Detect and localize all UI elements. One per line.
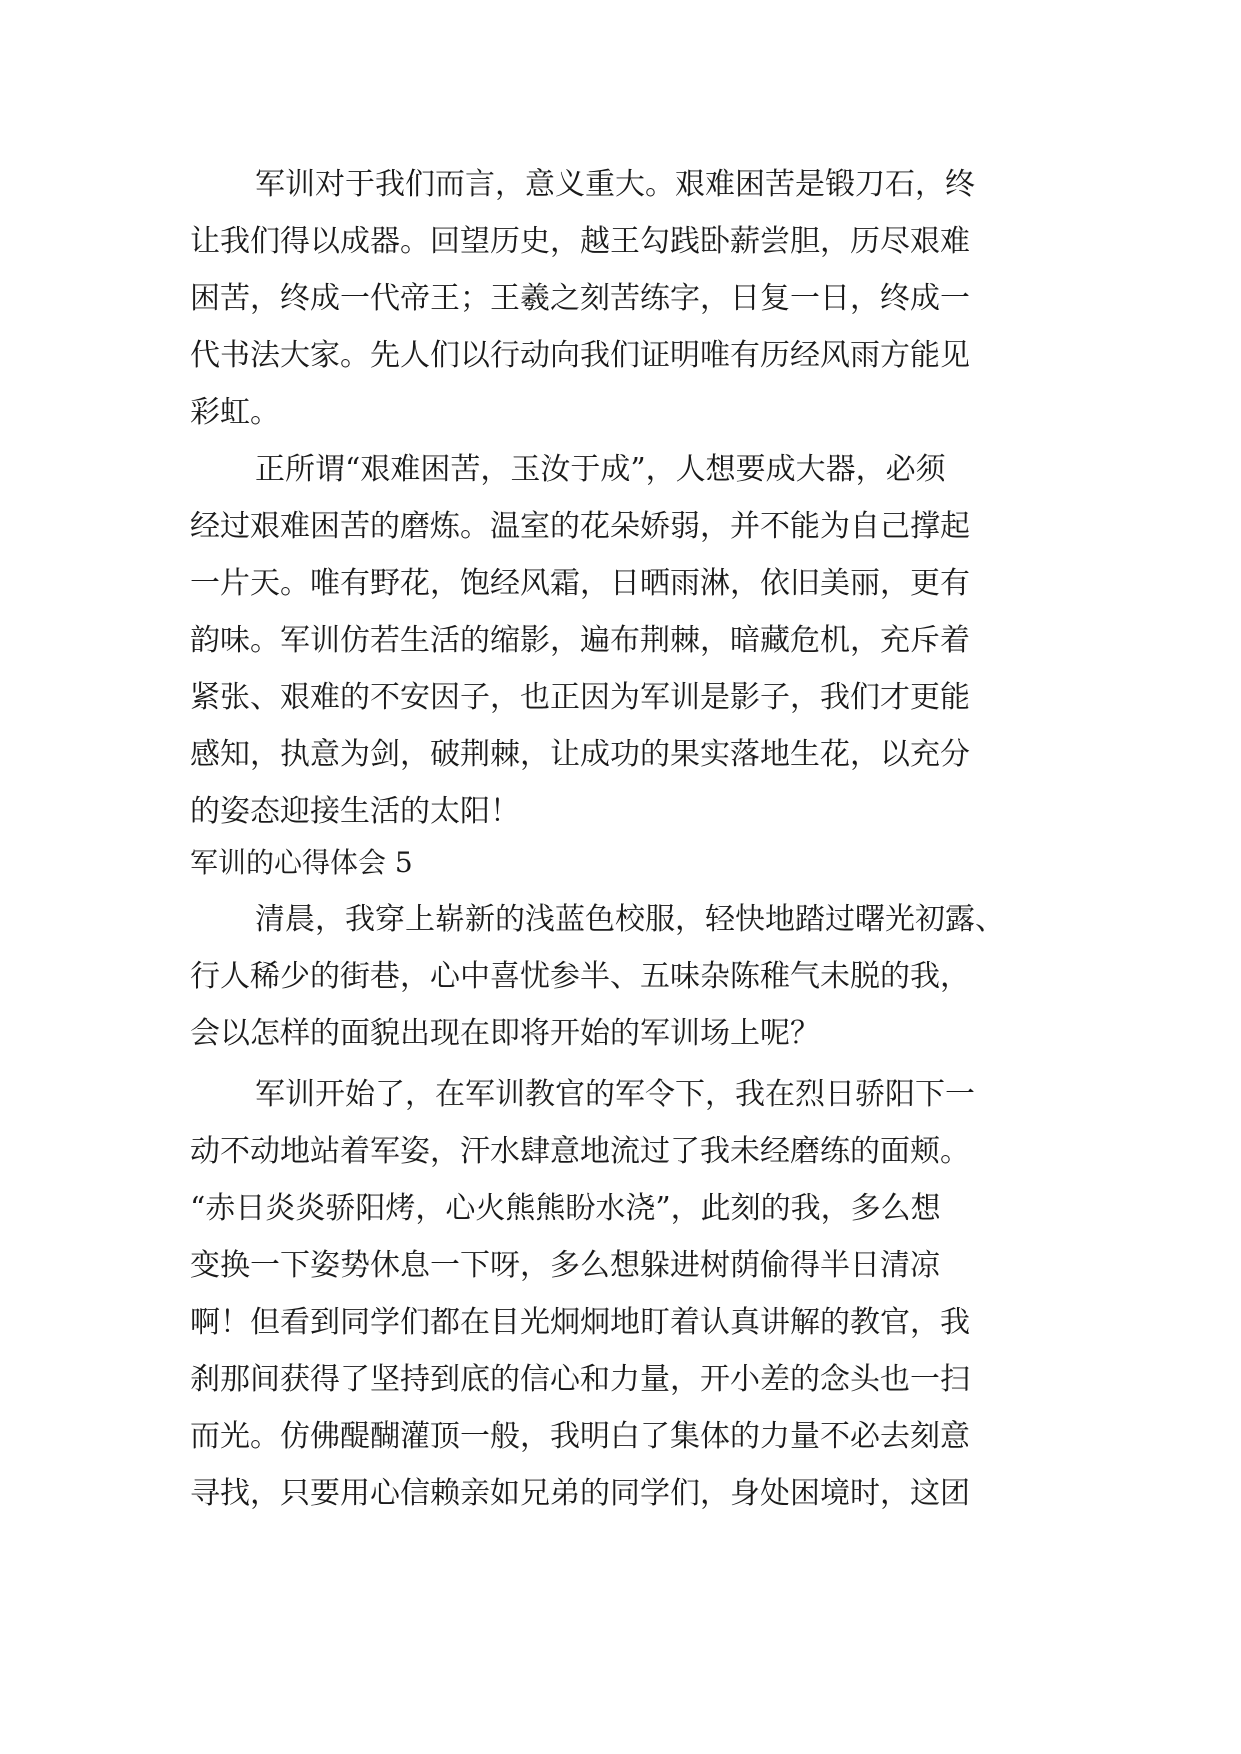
text-line: 啊！但看到同学们都在目光炯炯地盯着认真讲解的教官，我 (190, 1305, 970, 1340)
text-line: 会以怎样的面貌出现在即将开始的军训场上呢？ (190, 1016, 820, 1051)
text-line: 感知，执意为剑，破荆棘，让成功的果实落地生花，以充分 (190, 737, 970, 772)
text-line: 一片天。唯有野花，饱经风霜，日晒雨淋，依旧美丽，更有 (190, 566, 970, 601)
text-line: “赤日炎炎骄阳烤，心火熊熊盼水浇”，此刻的我，多么想 (190, 1191, 941, 1226)
text-line: 正所谓“艰难困苦，玉汝于成”，人想要成大器，必须 (255, 452, 946, 487)
text-line: 紧张、艰难的不安因子，也正因为军训是影子，我们才更能 (190, 680, 970, 715)
text-line: 动不动地站着军姿，汗水肆意地流过了我未经磨练的面颊。 (190, 1134, 970, 1169)
text-line: 刹那间获得了坚持到底的信心和力量，开小差的念头也一扫 (190, 1362, 970, 1397)
text-line: 的姿态迎接生活的太阳！ (190, 794, 520, 829)
text-line: 军训对于我们而言，意义重大。艰难困苦是锻刀石，终 (255, 167, 975, 202)
section-title: 军训的心得体会 5 (190, 846, 413, 879)
text-line: 清晨，我穿上崭新的浅蓝色校服，轻快地踏过曙光初露、 (255, 902, 1005, 937)
text-line: 变换一下姿势休息一下呀，多么想躲进树荫偷得半日清凉 (190, 1248, 940, 1283)
text-line: 而光。仿佛醍醐灌顶一般，我明白了集体的力量不必去刻意 (190, 1419, 970, 1454)
text-line: 军训开始了，在军训教官的军令下，我在烈日骄阳下一 (255, 1077, 975, 1112)
text-line: 让我们得以成器。回望历史，越王勾践卧薪尝胆，历尽艰难 (190, 224, 970, 259)
text-line: 困苦，终成一代帝王；王羲之刻苦练字，日复一日，终成一 (190, 281, 970, 316)
text-line: 行人稀少的街巷，心中喜忧参半、五味杂陈稚气未脱的我， (190, 959, 970, 994)
text-line: 经过艰难困苦的磨炼。温室的花朵娇弱，并不能为自己撑起 (190, 509, 970, 544)
text-line: 韵味。军训仿若生活的缩影，遍布荆棘，暗藏危机，充斥着 (190, 623, 970, 658)
text-line: 彩虹。 (190, 395, 280, 430)
text-line: 代书法大家。先人们以行动向我们证明唯有历经风雨方能见 (190, 338, 970, 373)
text-line: 寻找，只要用心信赖亲如兄弟的同学们，身处困境时，这团 (190, 1476, 970, 1511)
